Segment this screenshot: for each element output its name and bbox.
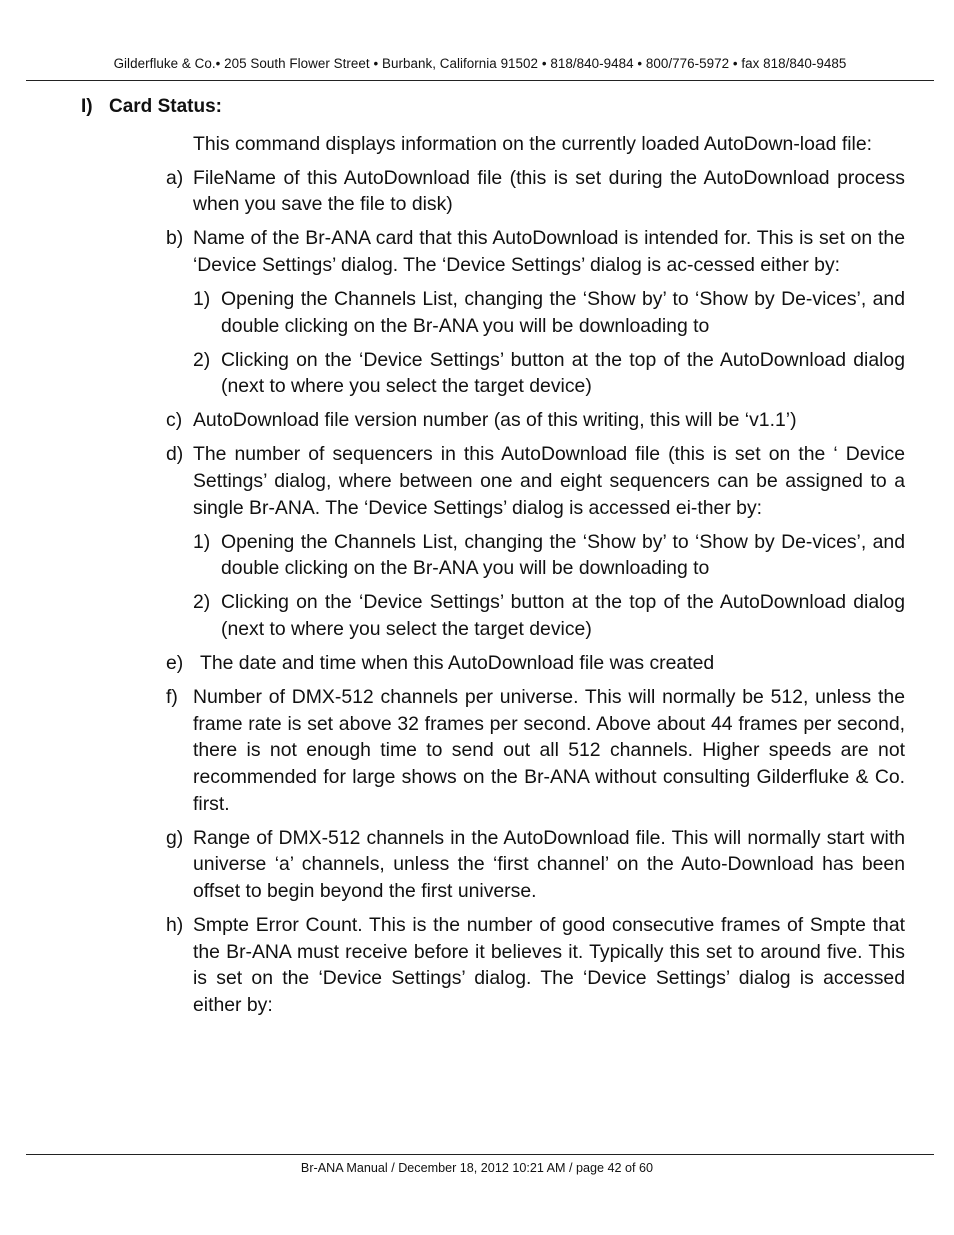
header-divider [26,80,934,81]
list-item-h [166,912,905,1018]
list-item-text: Smpte Error Count. This is the number of good consecutive frames of Smpte that the Br-ANA must receive before it believes it. Typically this set to around five. This is set on the ‘Device Settings’ dialog. The ‘Device Settings’ dialog is accessed either by: [193,913,905,1016]
list-item-label: a) [166,166,184,189]
page-footer: Br-ANA Manual / December 18, 2012 10:21 AM / page 42 of 60 [300,1161,654,1175]
sub-item-b-1 [166,286,905,339]
sub-item-text: Clicking on the ‘Device Settings’ button at the top of the AutoDownload dialog (next to where you select the target device) [221,591,905,640]
sub-item-text: Clicking on the ‘Device Settings’ button at the top of the AutoDownload dialog (next to where you select the target device) [221,348,905,398]
list-item-g [166,825,905,905]
list-item-label: f) [166,686,178,709]
sub-item-b-2 [166,347,905,400]
page-header: Gilderfluke & Co.• 205 South Flower Street • Burbank, California 91502 • 818/840-9484 • 800/776-5972 • fax 818/840-9485 [113,56,847,71]
list-item-text: AutoDownload file version number (as of this writing, this will be ‘v1.1’) [193,409,797,432]
list-item-text: Number of DMX-512 channels per universe. This will normally be 512, unless the frame rate is set above 32 frames per second. Above about 44 frames per second, there is not enough time to send out all 512 channels. Higher speeds are not recommended for large shows on the Br-ANA without consulting Gilderfluke & Co. first. [193,686,905,815]
section-heading [81,96,222,118]
section-body [166,131,905,1026]
list-item-label: c) [166,409,183,432]
list-item-d [166,441,905,521]
intro-paragraph: This command displays information on the currently loaded AutoDown-load file: [193,133,873,155]
sub-item-label: 1) [193,287,211,310]
list-item-text: Range of DMX-512 channels in the AutoDownload file. This will normally start with universe ‘a’ channels, unless the ‘first channel’ on the Auto-Download has been offset to begin beyond the first universe. [193,826,905,902]
sub-item-label: 2) [193,591,211,614]
sub-item-label: 2) [193,348,211,371]
section-number: I) [81,96,93,117]
list-item-f [166,684,905,817]
sub-item-label: 1) [193,530,211,553]
list-item-text: The date and time when this AutoDownload file was created [200,652,715,675]
list-item-label: d) [166,443,184,466]
sub-item-text: Opening the Channels List, changing the ‘Show by’ to ‘Show by De-vices’, and double clicking on the Br-ANA you will be downloading to [221,287,905,337]
sub-item-d-1 [166,529,905,582]
list-item-label: b) [166,227,184,250]
list-item-text: Name of the Br-ANA card that this AutoDownload is intended for. This is set on the ‘Device Settings’ dialog. The ‘Device Settings’ dialog is ac-cessed either by: [193,227,905,276]
list-item-text: FileName of this AutoDownload file (this is set during the AutoDownload process when you save the file to disk) [193,166,905,216]
list-item-c [166,407,905,434]
sub-item-d-2 [166,589,905,642]
list-item-a [166,165,905,218]
list-item-label: g) [166,826,184,849]
footer-divider [26,1154,934,1155]
list-item-label: h) [166,913,184,936]
section-title: Card Status: [109,96,222,117]
list-item-label: e) [166,652,184,675]
list-item-b [166,225,905,278]
sub-item-text: Opening the Channels List, changing the ‘Show by’ to ‘Show by De-vices’, and double clicking on the Br-ANA you will be downloading to [221,530,905,580]
list-item-e [166,650,905,677]
list-item-text: The number of sequencers in this AutoDownload file (this is set on the ‘ Device Settings’ dialog, where between one and eight sequencers can be assigned to a single Br-ANA. The ‘Device Settings’ dialog is accessed ei-ther by: [193,443,905,519]
